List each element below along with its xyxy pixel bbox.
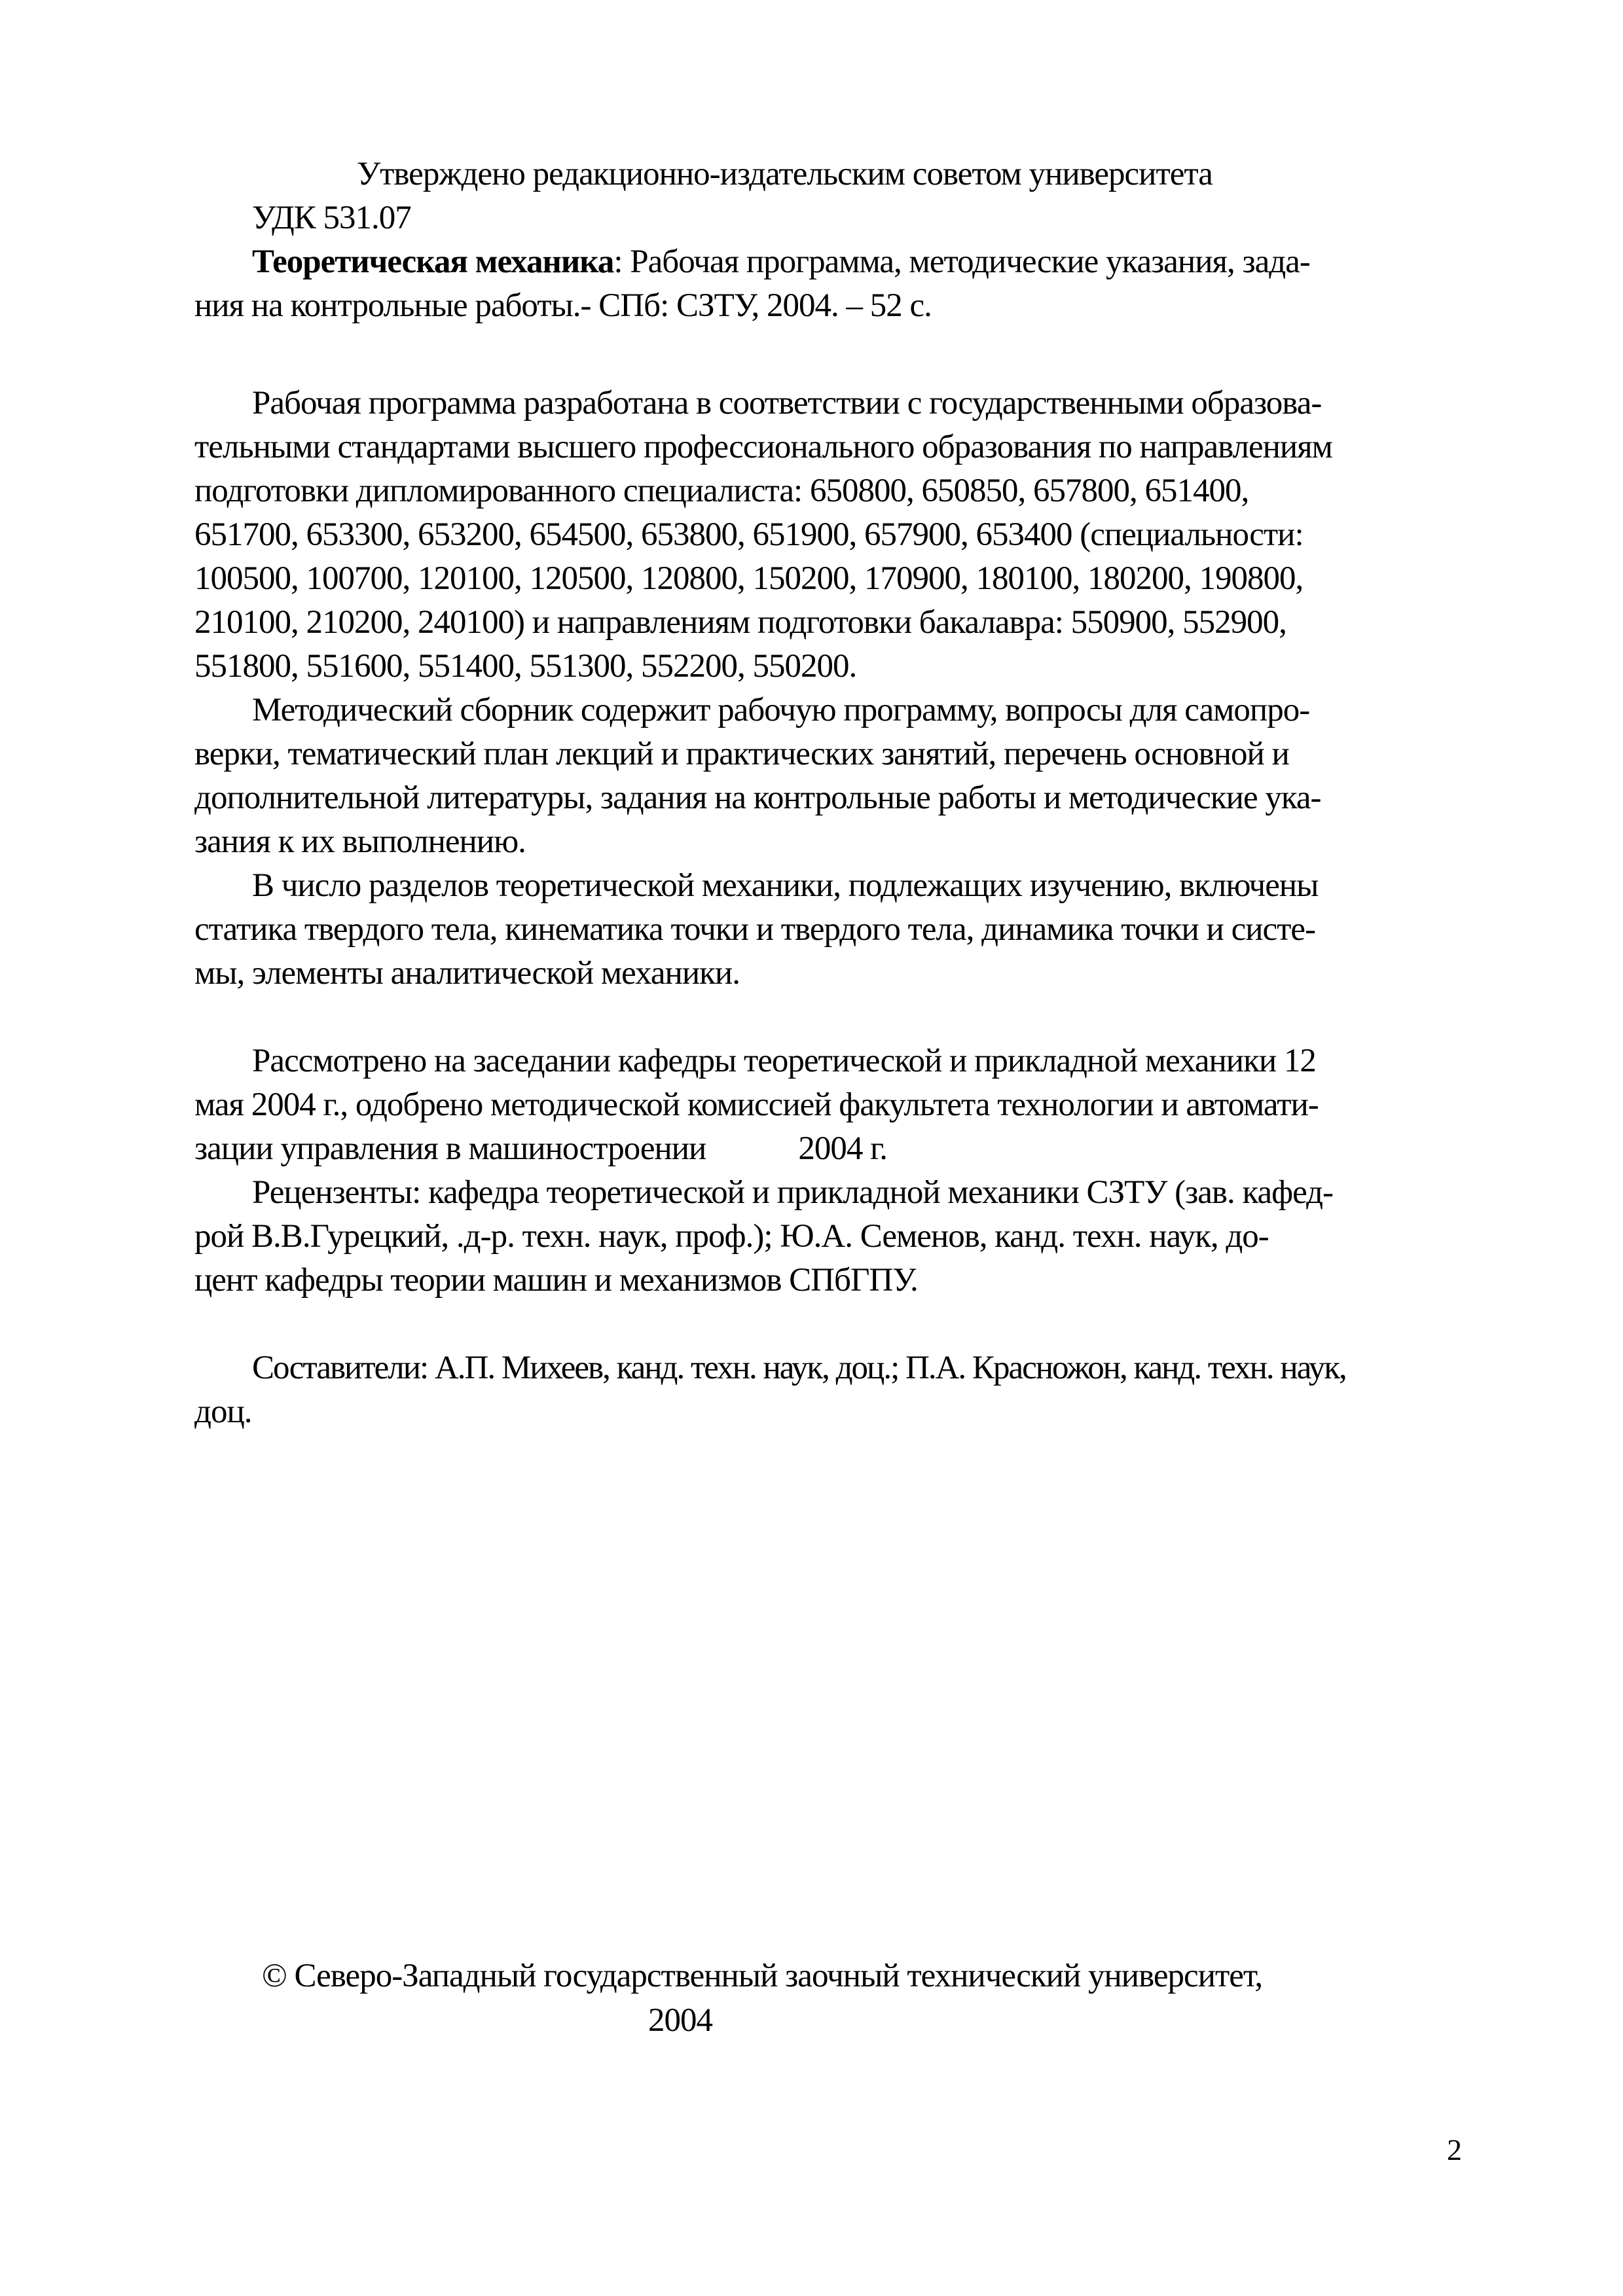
- paragraph-sections: [194, 864, 1475, 996]
- text-line: Методический сборник содержит рабочую программу, вопросы для самопро-: [252, 692, 1310, 728]
- title-tail-text: : Рабочая программа, методические указания, зада-: [613, 243, 1310, 280]
- text-line: 210100, 210200, 240100) и направлениям подготовки бакалавра: 550900, 552900,: [194, 604, 1286, 641]
- text-line: доц.: [194, 1393, 252, 1430]
- text-line: зания к их выполнению.: [194, 823, 526, 860]
- text-line: Составители: А.П. Михеев, канд. техн. наук, доц.; П.А. Красножон, канд. техн. наук,: [252, 1350, 1346, 1386]
- paragraph-reviewers: [194, 1171, 1475, 1302]
- text-line: мая 2004 г., одобрено методической комиссией факультета технологии и автомати-: [194, 1086, 1319, 1123]
- text-line: 651700, 653300, 653200, 654500, 653800, 651900, 657900, 653400 (специальности:: [194, 516, 1304, 553]
- text-line: зации управления в машиностроении 2004 г.: [194, 1130, 887, 1167]
- text-line: верки, тематический план лекций и практических занятий, перечень основной и: [194, 736, 1289, 772]
- text-line: статика твердого тела, кинематика точки и твердого тела, динамика точки и систе-: [194, 911, 1316, 948]
- text-line: подготовки дипломированного специалиста: 650800, 650850, 657800, 651400,: [194, 473, 1249, 509]
- text-line: 551800, 551600, 551400, 551300, 552200, 550200.: [194, 648, 857, 685]
- text-line: Рецензенты: кафедра теоретической и прикладной механики СЗТУ (зав. кафед-: [252, 1174, 1334, 1211]
- text-line: Рассмотрено на заседании кафедры теоретической и прикладной механики 12: [252, 1043, 1316, 1079]
- approval-line: Утверждено редакционно-издательским советом университета: [357, 156, 1213, 192]
- text-line: В число разделов теоретической механики, подлежащих изучению, включены: [252, 867, 1319, 904]
- copyright-line: © Северо-Западный государственный заочный технический университет,: [262, 1958, 1263, 1994]
- text-line: 100500, 100700, 120100, 120500, 120800, 150200, 170900, 180100, 180200, 190800,: [194, 560, 1304, 597]
- paragraph-contents: [194, 689, 1475, 864]
- text-content: [194, 152, 1475, 1434]
- bibliographic-title-line: [252, 240, 1475, 284]
- text-line: дополнительной литературы, задания на контрольные работы и методические ука-: [194, 780, 1321, 816]
- text-line: цент кафедры теории машин и механизмов СПбГПУ.: [194, 1262, 918, 1299]
- text-line: тельными стандартами высшего профессионального образования по направлениям: [194, 429, 1332, 465]
- bibliographic-title-line-2: ния на контрольные работы.- СПб: СЗТУ, 2004. – 52 с.: [194, 287, 932, 324]
- paragraph-standards: [194, 382, 1475, 689]
- text-line: мы, элементы аналитической механики.: [194, 955, 740, 992]
- paragraph-compilers: [194, 1346, 1475, 1434]
- copyright-year: 2004: [648, 2002, 712, 2039]
- title-bold-text: Теоретическая механика: [252, 243, 614, 280]
- text-line: Рабочая программа разработана в соответствии с государственными образова-: [252, 385, 1322, 422]
- page-number: 2: [1447, 2133, 1462, 2166]
- paragraph-approval-meeting: [194, 1039, 1475, 1171]
- text-line: рой В.В.Гурецкий, .д-р. техн. наук, проф.); Ю.А. Семенов, канд. техн. наук, до-: [194, 1218, 1269, 1255]
- udk-line: УДК 531.07: [252, 200, 411, 236]
